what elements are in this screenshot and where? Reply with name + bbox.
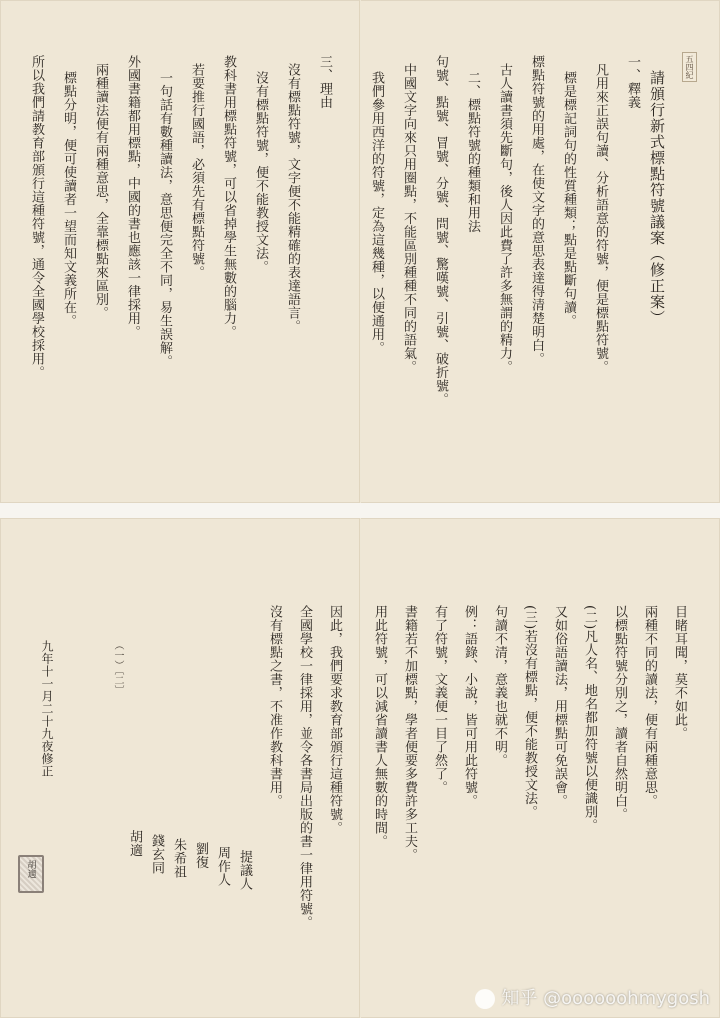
seal-text: 胡適 (25, 860, 36, 878)
text-column: 沒有標點符號，文字便不能精確的表達語言。 (285, 63, 300, 333)
text-column: 又如俗語讀法，用標點可免誤會。 (552, 605, 567, 808)
text-column: (三)若沒有標點，便不能教授文法。 (522, 605, 537, 819)
watermark-text: 知乎 @oooooohmygosh (501, 988, 710, 1009)
text-column: 沒有標點符號，便不能教授文法。 (253, 71, 268, 274)
page-fold (359, 518, 361, 1018)
signature-name: 朱希祖 (171, 838, 186, 879)
text-column: 標是標記詞句的性質種類；點是點斷句讀。 (561, 71, 576, 328)
text-column: 古人讀書須先斷句，後人因此費了許多無謂的精力。 (497, 63, 512, 374)
text-column: 所以我們請教育部頒行這種符號，通令全國學校採用。 (29, 55, 44, 379)
text-column: 用此符號，可以減省讀書人無數的時間。 (372, 605, 387, 848)
text-column: 我們參用西洋的符號，定為這幾種，以便通用。 (369, 71, 384, 355)
text-column: 目睹耳聞，莫不如此。 (672, 605, 687, 740)
text-column: 教科書用標點符號，可以省掉學生無數的腦力。 (221, 55, 236, 339)
text-column: 沒有標點之書，不准作教科書用。 (267, 605, 282, 808)
zhihu-logo-icon (475, 989, 495, 1009)
text-column: 標點分明，便可使讀者一望而知文義所在。 (61, 71, 76, 328)
watermark (475, 984, 710, 1010)
page-title: 請頒行新式標點符號議案（修正案） (648, 70, 666, 326)
text-column: (二)凡人名、地名都加符號以便識別。 (582, 605, 597, 833)
text-column: 二、標點符號的種類和用法 (465, 71, 480, 233)
signature-name: 胡適 (127, 830, 142, 857)
text-column: 全國學校一律採用，並令各書局出版的書一律用符號。 (297, 605, 312, 929)
text-column: 有了符號，文義便一目了然了。 (432, 605, 447, 794)
text-column: 因此，我們要求教育部頒行這種符號。 (327, 605, 342, 835)
page-fold (359, 0, 361, 503)
text-column: 書籍若不加標點，學者便要多費許多工夫。 (402, 605, 417, 862)
text-column: 三、理由 (317, 55, 332, 109)
text-column: 以標點符號分別之，讀者自然明白。 (612, 605, 627, 821)
text-column: 標點符號的用處，在使文字的意思表達得清楚明白。 (529, 55, 544, 366)
text-column: 一、釋義 (625, 55, 640, 109)
text-column: 兩種不同的讀法，便有兩種意思。 (642, 605, 657, 808)
manuscript-page-top (0, 0, 720, 503)
date-line: 九年十一月二十九夜修正 (40, 640, 54, 778)
signature-name: 提議人 (237, 850, 252, 891)
text-column: 外國書籍都用標點，中國的書也應該一律採用。 (125, 55, 140, 339)
text-column: 凡用來正誤句讀、分析語意的符號，便是標點符號。 (593, 63, 608, 374)
seal-stamp (18, 855, 44, 893)
text-column: 一句話有數種讀法，意思便完全不同，易生誤解。 (157, 71, 172, 368)
text-column: 句讀不清，意義也就不明。 (492, 605, 507, 767)
page-gap (0, 503, 720, 518)
margin-note: （一）〔二〕 (112, 640, 123, 695)
signature-name: 周作人 (215, 846, 230, 887)
text-column: 若要推行國語，必須先有標點符號。 (189, 63, 204, 279)
text-column: 中國文字向來只用圈點，不能區別種種不同的語氣。 (401, 63, 416, 374)
header-tag: 五四紀 (682, 52, 697, 82)
signature-name: 錢玄同 (149, 834, 164, 875)
text-column: 句號、點號、冒號、分號、問號、驚嘆號、引號、破折號。 (433, 55, 448, 406)
text-column: 兩種讀法便有兩種意思，全靠標點來區別。 (93, 63, 108, 320)
text-column: 例：語錄、小說，皆可用此符號。 (462, 605, 477, 808)
signature-name: 劉復 (193, 842, 208, 869)
